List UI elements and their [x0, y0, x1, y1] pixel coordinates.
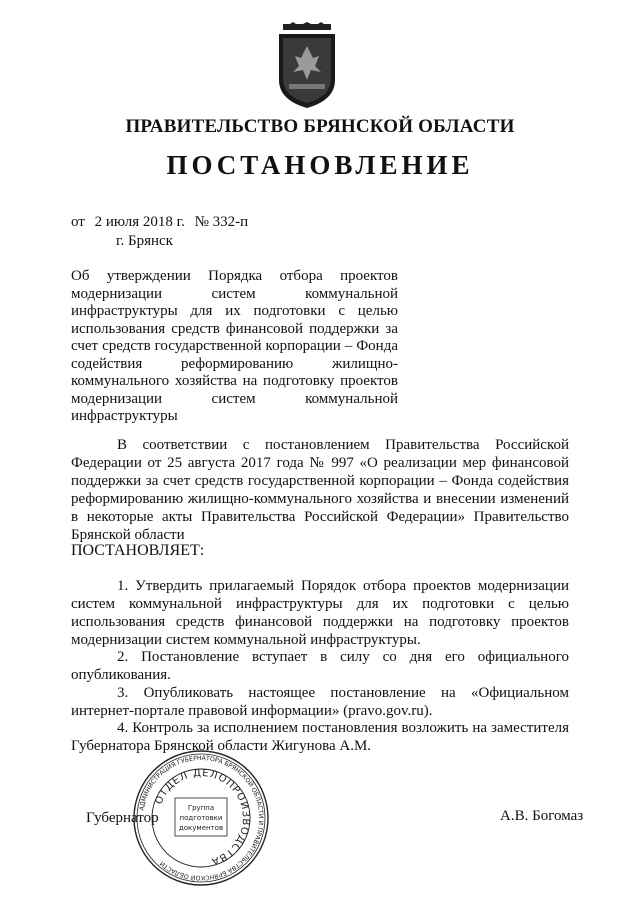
official-stamp — [131, 748, 271, 888]
decree-number: № 332-п — [194, 214, 249, 230]
stamp-center-line-3: документов — [178, 824, 224, 832]
coat-of-arms-emblem — [273, 22, 341, 110]
decree-item-1: 1. Утвердить прилагаемый Порядок отбора проектов модернизации систем коммунальной инфраструктуры для их подготовки с целью использования средств финансовой поддержки на подготовку проектов модернизации систем коммунальной инфраструктуры. — [71, 578, 569, 648]
decree-item-3: 3. Опубликовать настоящее постановление на «Официальном интернет-портале правовой информации» (pravo.gov.ru). — [71, 685, 569, 719]
resolves-heading: ПОСТАНОВЛЯЕТ: — [71, 542, 205, 559]
document-type-title: ПОСТАНОВЛЕНИЕ — [166, 150, 474, 180]
stamp-middle-text: ОТДЕЛ ДЕЛОПРОИЗВОДСТВА — [153, 767, 252, 867]
signatory-name: А.В. Богомаз — [500, 808, 584, 824]
government-name: ПРАВИТЕЛЬСТВО БРЯНСКОЙ ОБЛАСТИ — [125, 116, 515, 137]
signatory-position: Губернатор — [86, 810, 159, 826]
city-name: г. Брянск — [116, 233, 173, 249]
stamp-center-line-1: Группа — [187, 804, 215, 812]
date-number-line — [71, 214, 254, 231]
decree-item-4: 4. Контроль за исполнением постановления возложить на заместителя Губернатора Брянской области Жигунова А.М. — [71, 720, 569, 754]
decree-subject: Об утверждении Порядка отбора проектов модернизации систем коммунальной инфраструктуры для их подготовки с целью использования средств финансовой поддержки за счет средств государственной корпорации – Фонда содействия реформированию жилищно-коммунального хозяйства на подготовку проектов модернизации систем коммунальной инфраструктуры — [71, 268, 398, 424]
stamp-center-line-2: подготовки — [179, 814, 223, 822]
decree-item-2: 2. Постановление вступает в силу со дня его официального опубликования. — [71, 649, 569, 683]
preamble-paragraph: В соответствии с постановлением Правительства Российской Федерации от 25 августа 2017 года № 997 «О реализации мер финансовой поддержки за счет средств государственной корпорации – Фонда содействия реформированию жилищно-коммунального хозяйства и внесении изменений в некоторые акты Правительства Российской Федерации» Правительство Брянской области — [71, 437, 569, 543]
date-prefix: от — [71, 214, 85, 230]
decree-date: 2 июля 2018 г. — [94, 214, 185, 230]
stamp-outer-text: АДМИНИСТРАЦИЯ ГУБЕРНАТОРА БРЯНСКОЙ ОБЛАСТИ И ПРАВИТЕЛЬСТВА БРЯНСКОЙ ОБЛАСТИ — [138, 754, 265, 882]
